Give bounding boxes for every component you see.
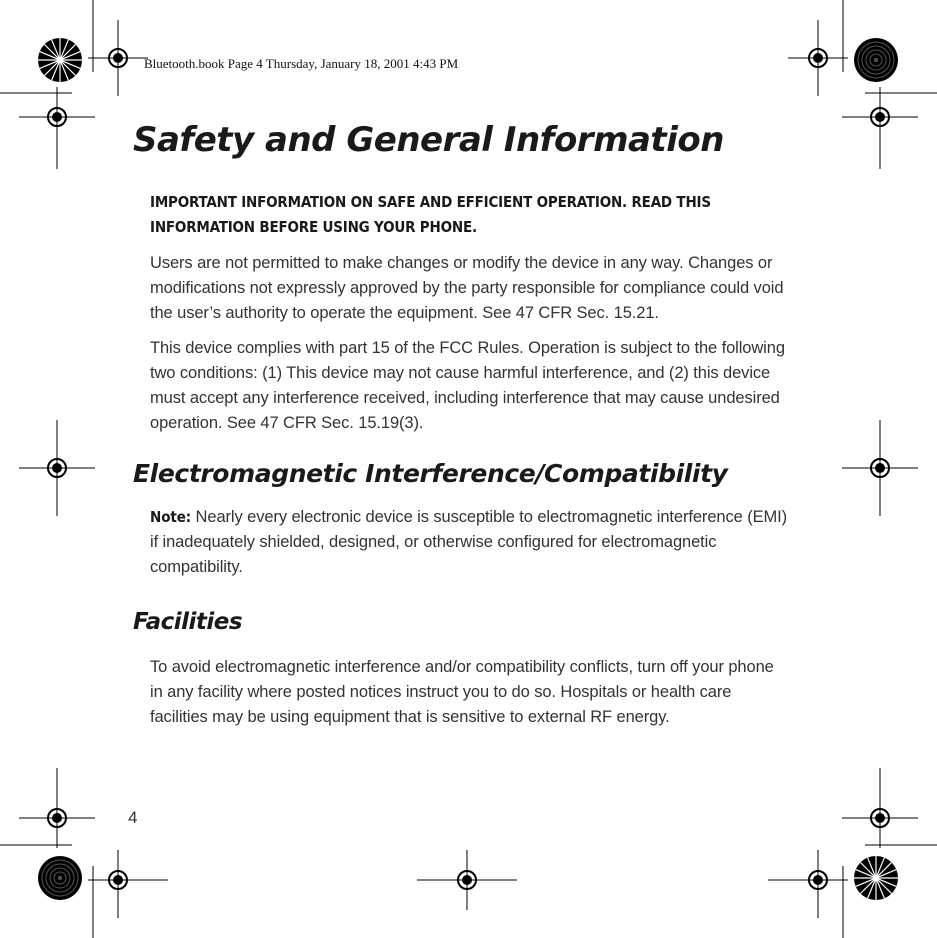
page-title: Safety and General Information	[133, 120, 724, 160]
registration-target-icon	[19, 768, 95, 848]
page-number: 4	[128, 808, 138, 827]
heading-facilities: Facilities	[133, 609, 243, 635]
paragraph-emi-note	[150, 505, 790, 580]
registration-target-icon	[19, 420, 95, 516]
registration-target-icon	[788, 20, 848, 96]
registration-target-icon	[88, 20, 148, 96]
starburst-icon	[854, 856, 898, 900]
registration-target-icon	[842, 87, 918, 169]
registration-target-icon	[88, 850, 168, 918]
registration-target-icon	[842, 768, 918, 848]
registration-target-icon	[19, 87, 95, 169]
heading-emi: Electromagnetic Interference/Compatibility	[133, 459, 728, 488]
starburst-icon	[38, 38, 82, 82]
print-header-slug: Bluetooth.book Page 4 Thursday, January 18, 2001 4:43 PM	[144, 56, 459, 71]
paragraph-changes: Users are not permitted to make changes or modify the device in any way. Changes or modiﬁcations not expressly approved by the party responsible for compliance could void the user’s authority to operate the equipment. See 47 CFR Sec. 15.21.	[150, 254, 784, 322]
registration-target-icon	[417, 850, 517, 910]
concentric-target-icon	[38, 856, 82, 900]
registration-target-icon	[842, 420, 918, 516]
note-text: Nearly every electronic device is susceptible to electromagnetic interference (EMI) if inadequately shielded, designed, or otherwise conﬁgured for electromagnetic compatibility.	[150, 508, 788, 576]
note-label: Note:	[150, 508, 192, 526]
intro-warning: IMPORTANT INFORMATION ON SAFE AND EFFICIENT OPERATION. READ THIS INFORMATION BEFORE USING YOUR PHONE.	[150, 193, 711, 236]
paragraph-facilities: To avoid electromagnetic interference and/or compatibility conﬂicts, turn off your phone in any facility where posted notices instruct you to do so. Hospitals or health care facilities may be using equipment that is sensitive to external RF energy.	[150, 658, 774, 726]
paragraph-fcc: This device complies with part 15 of the FCC Rules. Operation is subject to the following two conditions: (1) This device may not cause harmful interference, and (2) this device must accept any interference received, including interference that may cause undesired operation. See 47 CFR Sec. 15.19(3).	[150, 339, 785, 432]
registration-target-icon	[768, 850, 848, 918]
concentric-target-icon	[854, 38, 898, 82]
